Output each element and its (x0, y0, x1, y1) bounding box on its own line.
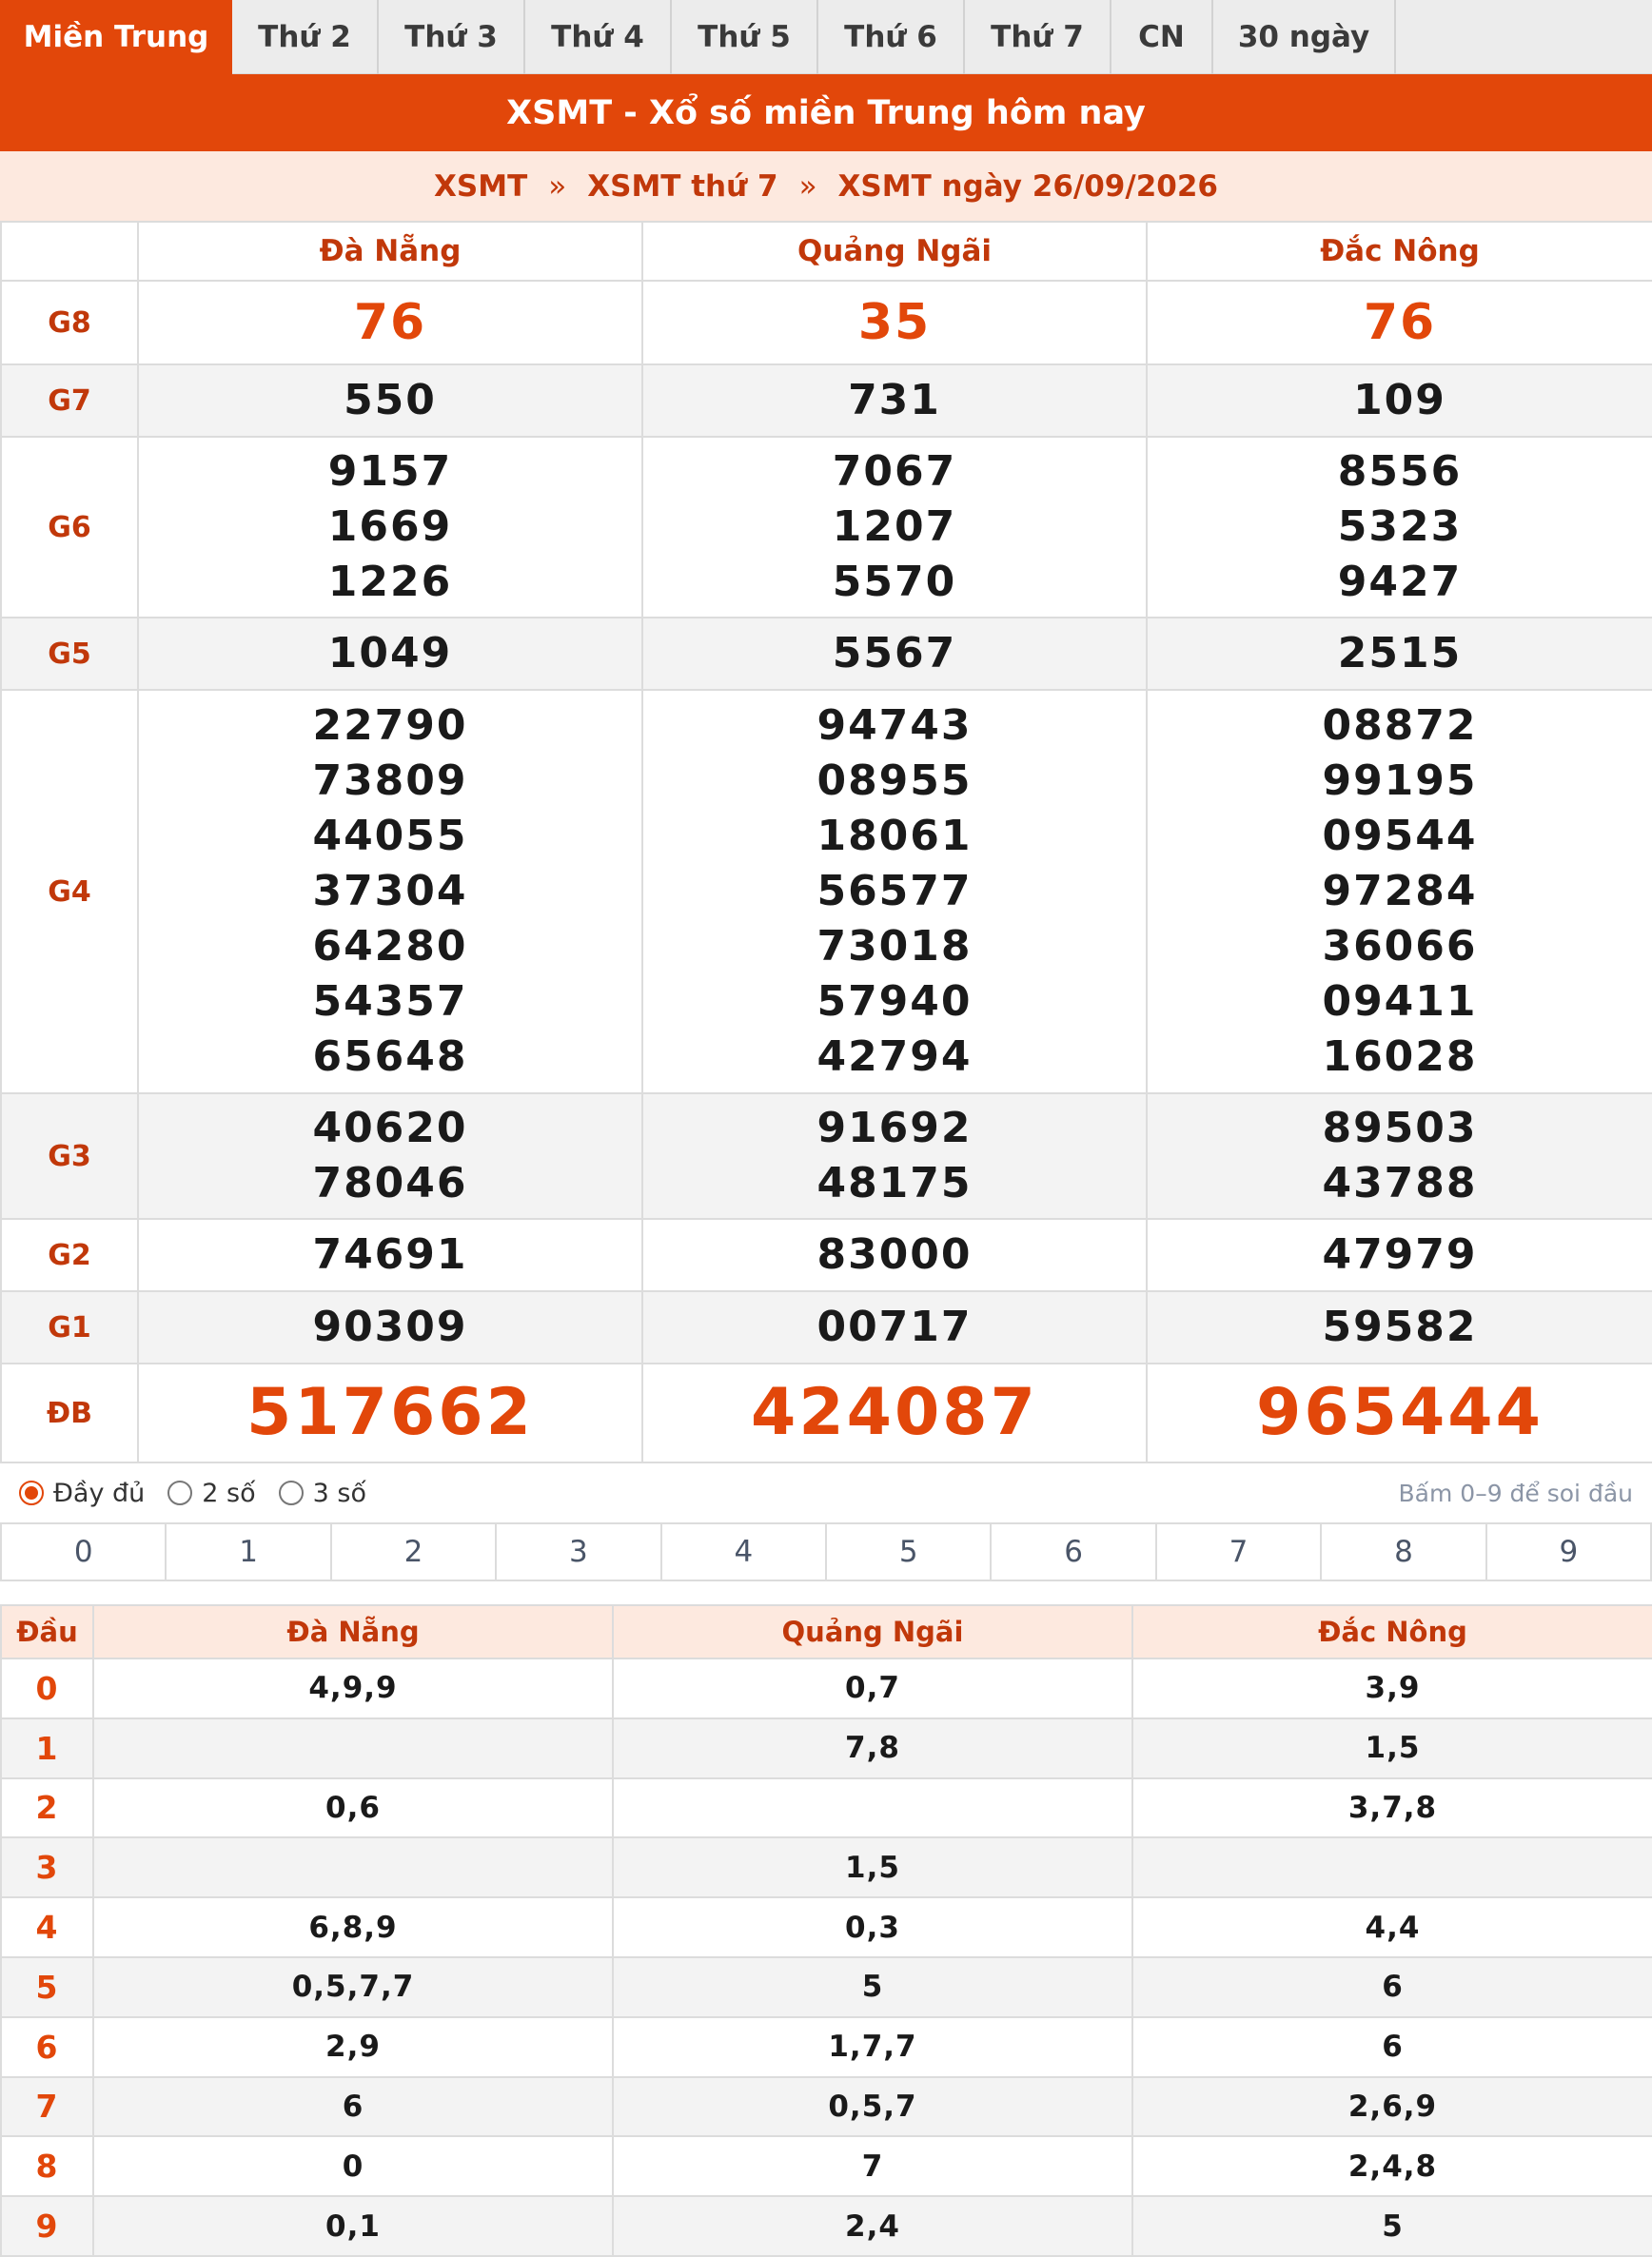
dau-tail-values (613, 1778, 1132, 1838)
prize-row (1, 690, 1652, 1093)
prize-number: 9157 (327, 447, 453, 496)
prize-number: 36066 (1322, 922, 1478, 971)
prize-cell (642, 1364, 1147, 1462)
corner-cell (1, 222, 138, 281)
dau-tail-values: 3,7,8 (1132, 1778, 1652, 1838)
prize-number: 18061 (816, 812, 973, 860)
digit-button-1[interactable]: 1 (167, 1524, 331, 1580)
prize-number: 1207 (832, 502, 957, 551)
prize-cell (138, 1093, 642, 1219)
dau-row (1, 1837, 1652, 1897)
dau-table (0, 1604, 1652, 2257)
prize-label: G7 (1, 364, 138, 437)
radio-option-0[interactable] (19, 1479, 145, 1508)
prize-number: 83000 (816, 1230, 973, 1279)
prize-number: 09544 (1322, 812, 1478, 860)
prize-number: 73809 (312, 756, 468, 805)
prize-cell (138, 281, 642, 364)
dau-tail-values: 0,1 (93, 2196, 613, 2256)
tab-8[interactable]: 30 ngày (1213, 0, 1396, 74)
tab-3[interactable]: Thứ 4 (525, 0, 672, 74)
dau-tail-values: 7 (613, 2136, 1132, 2196)
province-header[interactable]: Quảng Ngãi (642, 222, 1147, 281)
dau-tail-values (93, 1837, 613, 1897)
dau-tail-values: 0,3 (613, 1897, 1132, 1957)
prize-number: 43788 (1322, 1159, 1478, 1207)
tab-2[interactable]: Thứ 3 (379, 0, 525, 74)
dau-row (1, 2017, 1652, 2077)
dau-row (1, 1897, 1652, 1957)
prize-label: G5 (1, 618, 138, 690)
prize-number: 965444 (1256, 1375, 1544, 1450)
prize-number: 54357 (312, 977, 468, 1026)
prize-number: 1669 (327, 502, 453, 551)
prize-number: 91692 (816, 1104, 973, 1152)
dau-tail-values: 1,5 (613, 1837, 1132, 1897)
prize-cell (642, 1219, 1147, 1291)
dau-tail-values: 6,8,9 (93, 1897, 613, 1957)
prize-cell (642, 1291, 1147, 1364)
prize-label: G6 (1, 437, 138, 618)
prize-cell (642, 618, 1147, 690)
prize-number: 16028 (1322, 1032, 1478, 1081)
dau-tail-values: 6 (93, 2077, 613, 2137)
tab-4[interactable]: Thứ 5 (672, 0, 818, 74)
prize-number: 109 (1353, 376, 1446, 424)
dau-digit: 2 (1, 1778, 93, 1838)
prize-cell (1147, 364, 1652, 437)
prize-number: 44055 (312, 812, 468, 860)
radio-label: 3 số (312, 1478, 366, 1508)
prize-cell (138, 364, 642, 437)
prize-row (1, 1219, 1652, 1291)
digit-button-0[interactable]: 0 (0, 1524, 167, 1580)
dau-province-header: Đà Nẵng (93, 1605, 613, 1658)
tab-6[interactable]: Thứ 7 (965, 0, 1111, 74)
prize-number: 1226 (327, 558, 453, 606)
dau-digit: 4 (1, 1897, 93, 1957)
dau-row (1, 1718, 1652, 1778)
digit-hint: Bấm 0–9 để soi đầu (1398, 1479, 1633, 1507)
dau-tail-values: 2,4,8 (1132, 2136, 1652, 2196)
dau-digit: 8 (1, 2136, 93, 2196)
breadcrumb-link-weekday[interactable]: XSMT thứ 7 (587, 168, 778, 204)
prize-number: 2515 (1337, 629, 1463, 677)
display-options (0, 1463, 1652, 1522)
prize-row (1, 1093, 1652, 1219)
prize-number: 35 (857, 294, 932, 351)
province-header[interactable]: Đắc Nông (1147, 222, 1652, 281)
dau-province-header: Đắc Nông (1132, 1605, 1652, 1658)
prize-number: 08872 (1322, 701, 1478, 750)
digit-button-9[interactable]: 9 (1487, 1524, 1652, 1580)
prize-number: 00717 (816, 1303, 973, 1351)
dau-tail-values: 4,9,9 (93, 1658, 613, 1718)
dau-tail-values: 0,7 (613, 1658, 1132, 1718)
prize-number: 65648 (312, 1032, 468, 1081)
dau-tail-values (1132, 1837, 1652, 1897)
prize-number: 731 (848, 376, 941, 424)
results-header-row (1, 222, 1652, 281)
dau-digit: 7 (1, 2077, 93, 2137)
prize-number: 42794 (816, 1032, 973, 1081)
prize-cell (138, 1219, 642, 1291)
prize-cell (1147, 690, 1652, 1093)
prize-number: 5570 (832, 558, 957, 606)
prize-cell (138, 1291, 642, 1364)
page-title: XSMT - Xổ số miền Trung hôm nay (0, 74, 1652, 151)
prize-cell (642, 364, 1147, 437)
dau-head-label: Đầu (1, 1605, 93, 1658)
prize-row (1, 364, 1652, 437)
prize-number: 78046 (312, 1159, 468, 1207)
dau-digit: 5 (1, 1957, 93, 2017)
dau-province-header: Quảng Ngãi (613, 1605, 1132, 1658)
prize-number: 47979 (1322, 1230, 1478, 1279)
prize-number: 5323 (1337, 502, 1463, 551)
dau-row (1, 2077, 1652, 2137)
tab-1[interactable]: Thứ 2 (232, 0, 379, 74)
dau-tail-values (93, 1718, 613, 1778)
digit-button-3[interactable]: 3 (497, 1524, 661, 1580)
province-header[interactable]: Đà Nẵng (138, 222, 642, 281)
dau-row (1, 1957, 1652, 2017)
dau-digit: 9 (1, 2196, 93, 2256)
prize-number: 89503 (1322, 1104, 1478, 1152)
dau-row (1, 2136, 1652, 2196)
digit-button-2[interactable]: 2 (332, 1524, 497, 1580)
prize-number: 76 (1363, 294, 1437, 351)
prize-cell (1147, 437, 1652, 618)
prize-cell (1147, 618, 1652, 690)
tab-0[interactable]: Miền Trung (0, 0, 232, 74)
digit-filter-bar (0, 1522, 1652, 1581)
prize-number: 97284 (1322, 867, 1478, 915)
digit-button-7[interactable]: 7 (1157, 1524, 1322, 1580)
prize-number: 8556 (1337, 447, 1463, 496)
dau-tail-values: 0,5,7 (613, 2077, 1132, 2137)
prize-row (1, 281, 1652, 364)
prize-number: 57940 (816, 977, 973, 1026)
radio-option-1[interactable] (167, 1479, 255, 1508)
prize-number: 90309 (312, 1303, 468, 1351)
prize-number: 73018 (816, 922, 973, 971)
dau-tail-values: 3,9 (1132, 1658, 1652, 1718)
prize-cell (138, 437, 642, 618)
dau-tail-values: 5 (1132, 2196, 1652, 2256)
dau-tail-values: 2,6,9 (1132, 2077, 1652, 2137)
prize-number: 64280 (312, 922, 468, 971)
dau-digit: 6 (1, 2017, 93, 2077)
dau-header-row (1, 1605, 1652, 1658)
dau-tail-values: 0,6 (93, 1778, 613, 1838)
prize-number: 5567 (832, 629, 957, 677)
region-tabs (0, 0, 1652, 74)
prize-cell (1147, 281, 1652, 364)
prize-row (1, 618, 1652, 690)
prize-number: 40620 (312, 1104, 468, 1152)
prize-cell (1147, 1364, 1652, 1462)
breadcrumb-current-date[interactable]: XSMT ngày 26/09/2026 (837, 168, 1218, 204)
dau-row (1, 1658, 1652, 1718)
radio-label: 2 số (202, 1478, 256, 1508)
dau-row (1, 1778, 1652, 1838)
radio-label: Đầy đủ (53, 1478, 146, 1508)
dau-digit: 1 (1, 1718, 93, 1778)
dau-tail-values: 4,4 (1132, 1897, 1652, 1957)
prize-label: G1 (1, 1291, 138, 1364)
digit-button-8[interactable]: 8 (1322, 1524, 1486, 1580)
prize-label: G3 (1, 1093, 138, 1219)
prize-row (1, 1291, 1652, 1364)
prize-label: ĐB (1, 1364, 138, 1462)
prize-row (1, 1364, 1652, 1462)
prize-cell (138, 1364, 642, 1462)
prize-number: 22790 (312, 701, 468, 750)
dau-tail-values: 0,5,7,7 (93, 1957, 613, 2017)
dau-tail-values: 5 (613, 1957, 1132, 2017)
digit-button-4[interactable]: 4 (662, 1524, 827, 1580)
dau-tail-values: 0 (93, 2136, 613, 2196)
prize-number: 424087 (751, 1375, 1038, 1450)
tab-5[interactable]: Thứ 6 (818, 0, 965, 74)
prize-number: 74691 (312, 1230, 468, 1279)
prize-number: 76 (353, 294, 427, 351)
prize-cell (1147, 1219, 1652, 1291)
prize-number: 48175 (816, 1159, 973, 1207)
prize-cell (1147, 1093, 1652, 1219)
prize-cell (642, 437, 1147, 618)
prize-number: 94743 (816, 701, 973, 750)
breadcrumb (0, 151, 1652, 221)
digit-button-5[interactable]: 5 (827, 1524, 992, 1580)
prize-number: 1049 (327, 629, 453, 677)
dau-tail-values: 1,5 (1132, 1718, 1652, 1778)
prize-number: 517662 (246, 1375, 534, 1450)
radio-option-2[interactable] (279, 1479, 366, 1508)
prize-cell (138, 690, 642, 1093)
breadcrumb-link-xsmt[interactable]: XSMT (434, 168, 528, 204)
prize-number: 56577 (816, 867, 973, 915)
dau-tail-values: 2,9 (93, 2017, 613, 2077)
prize-label: G2 (1, 1219, 138, 1291)
dau-tail-values: 6 (1132, 1957, 1652, 2017)
prize-number: 9427 (1337, 558, 1463, 606)
radio-circle-icon[interactable] (167, 1481, 192, 1505)
digit-button-6[interactable]: 6 (992, 1524, 1156, 1580)
radio-circle-icon[interactable] (19, 1481, 44, 1505)
prize-number: 08955 (816, 756, 973, 805)
prize-cell (642, 281, 1147, 364)
prize-cell (642, 690, 1147, 1093)
dau-row (1, 2196, 1652, 2256)
prize-number: 99195 (1322, 756, 1478, 805)
radio-circle-icon[interactable] (279, 1481, 304, 1505)
tab-7[interactable]: CN (1111, 0, 1213, 74)
dau-tail-values: 1,7,7 (613, 2017, 1132, 2077)
prize-cell (1147, 1291, 1652, 1364)
prize-number: 59582 (1322, 1303, 1478, 1351)
breadcrumb-separator: » (548, 168, 567, 204)
prize-number: 09411 (1322, 977, 1478, 1026)
dau-digit: 0 (1, 1658, 93, 1718)
prize-row (1, 437, 1652, 618)
dau-digit: 3 (1, 1837, 93, 1897)
prize-label: G4 (1, 690, 138, 1093)
dau-tail-values: 7,8 (613, 1718, 1132, 1778)
prize-number: 550 (344, 376, 437, 424)
prize-number: 37304 (312, 867, 468, 915)
prize-cell (642, 1093, 1147, 1219)
prize-label: G8 (1, 281, 138, 364)
dau-tail-values: 2,4 (613, 2196, 1132, 2256)
dau-tail-values: 6 (1132, 2017, 1652, 2077)
prize-number: 7067 (832, 447, 957, 496)
results-table (0, 221, 1652, 1463)
prize-cell (138, 618, 642, 690)
breadcrumb-separator: » (798, 168, 817, 204)
